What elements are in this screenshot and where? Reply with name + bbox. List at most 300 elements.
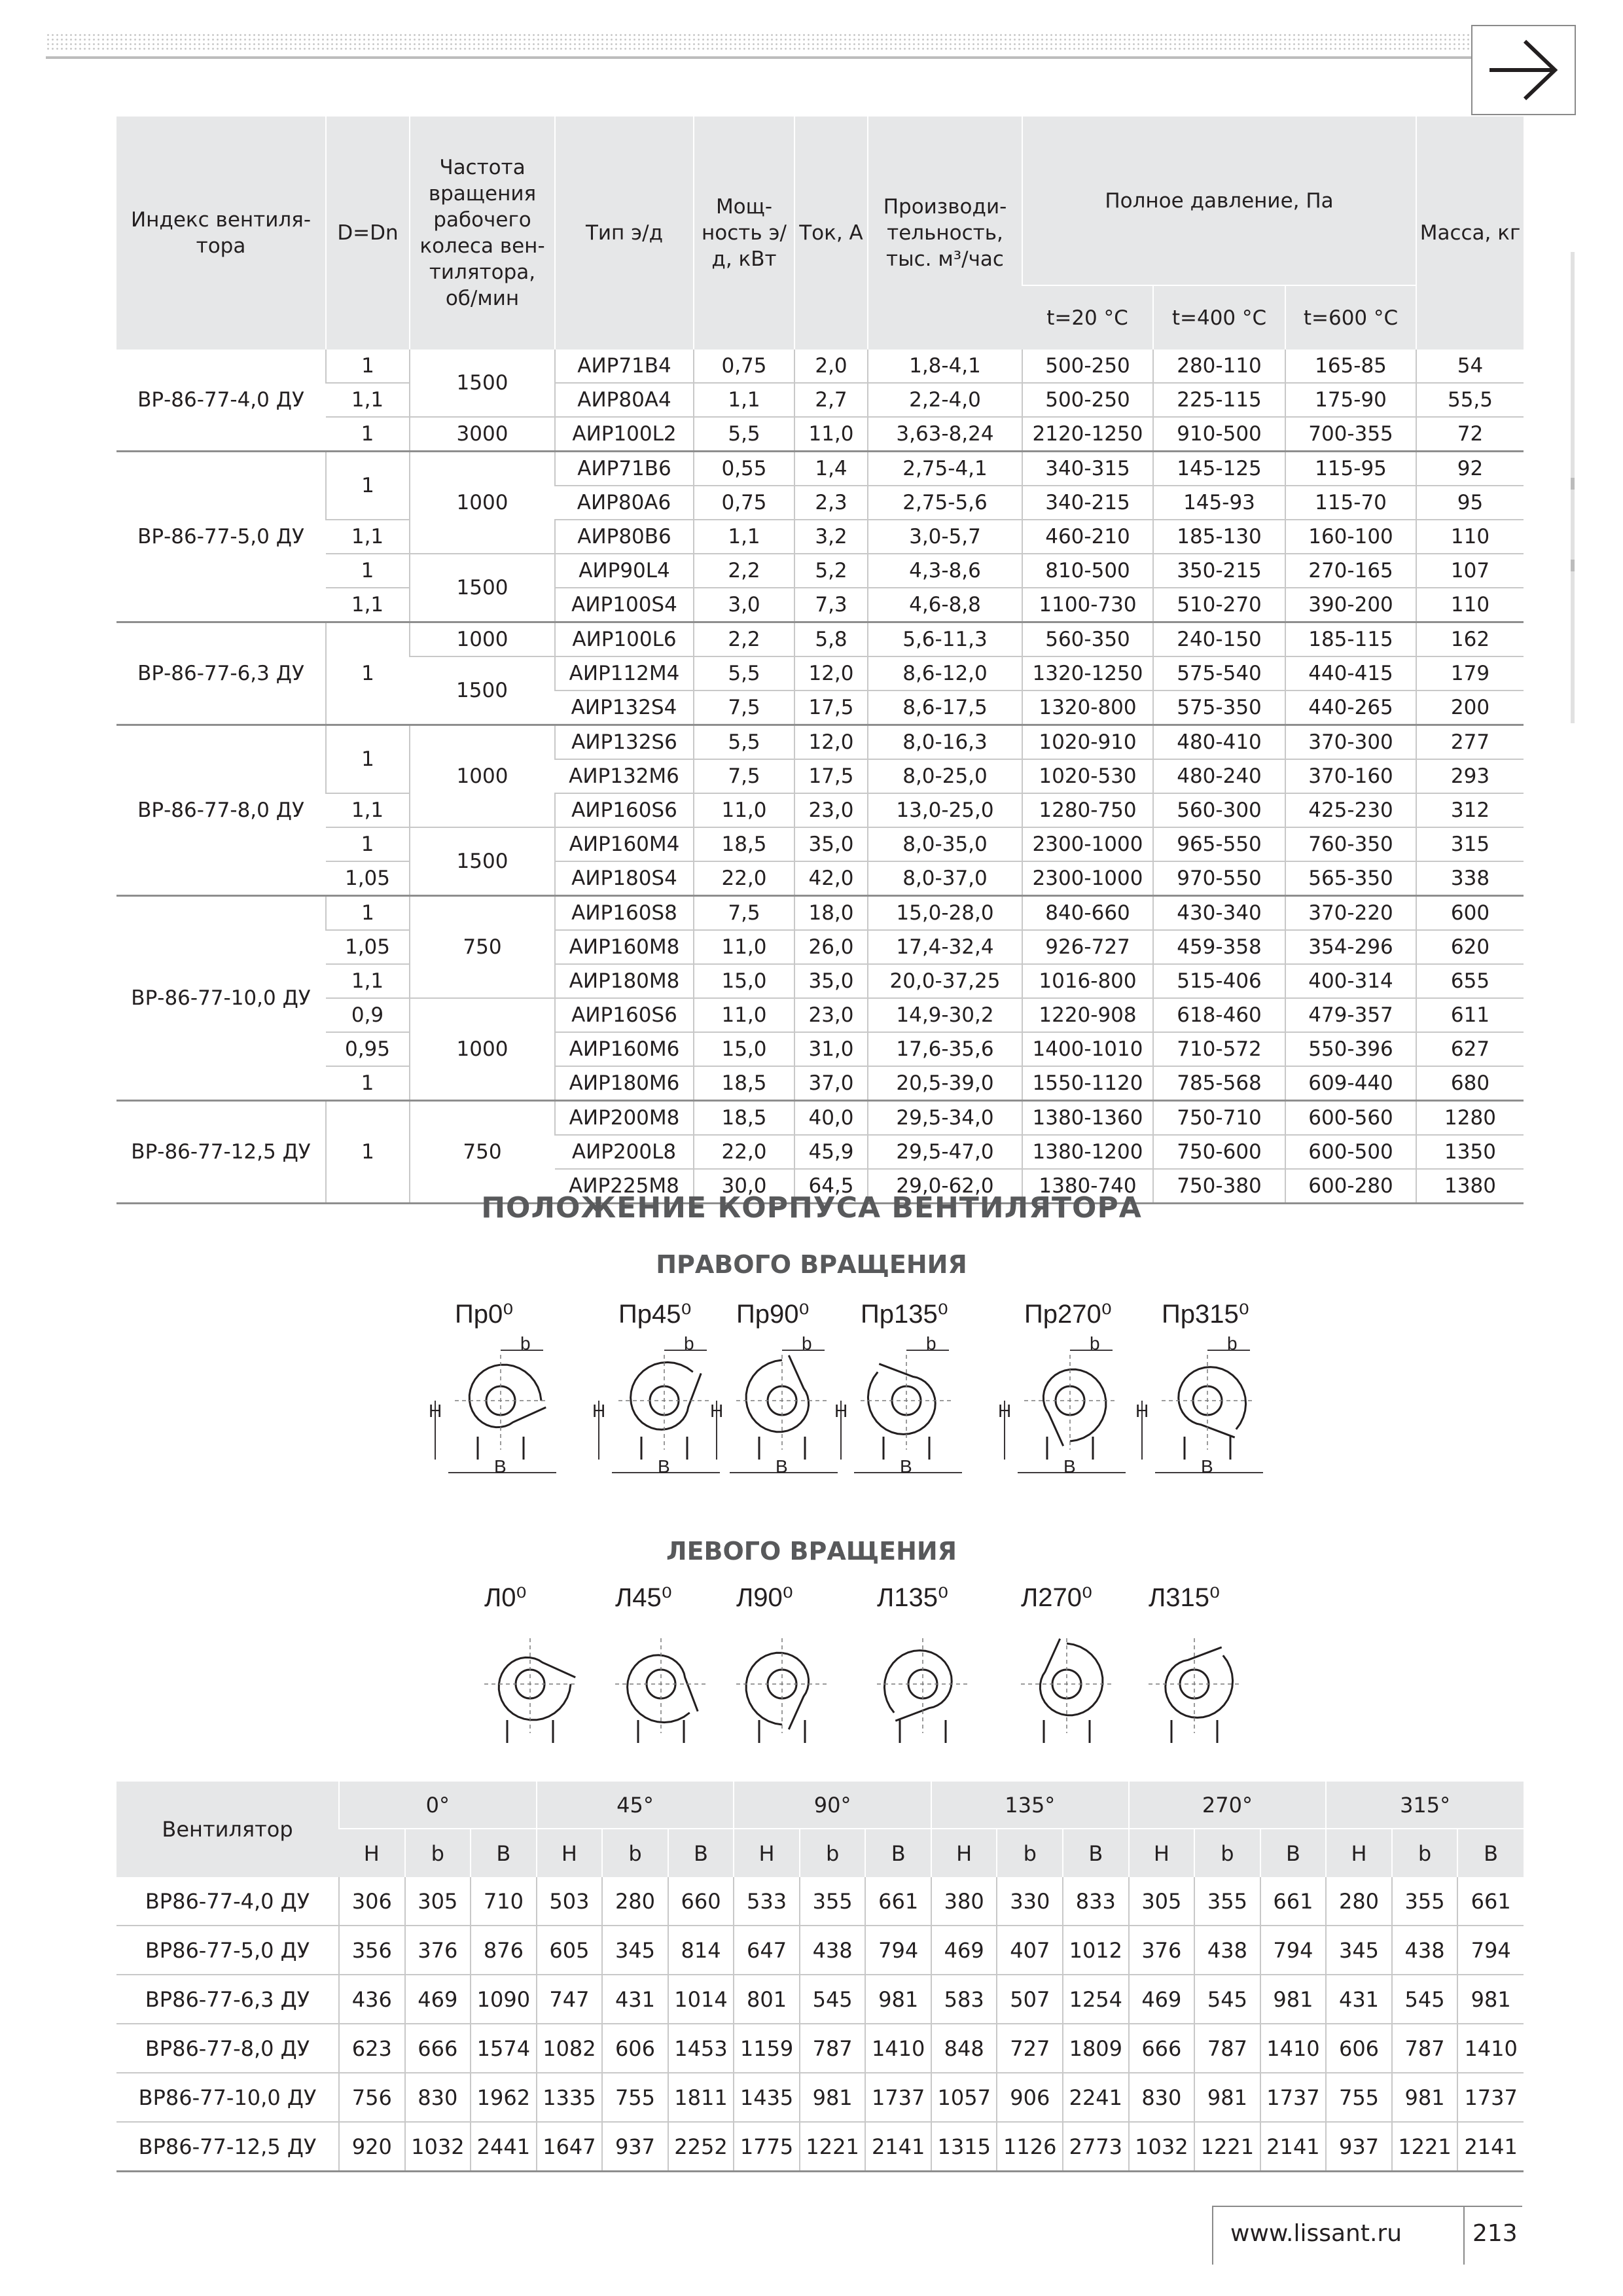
dimension-letter: B	[1063, 1456, 1076, 1477]
dimension-letter: b	[520, 1333, 531, 1354]
power-cell: 18,5	[694, 1066, 794, 1101]
mass-cell: 110	[1416, 520, 1524, 554]
table-row	[116, 964, 1524, 998]
p400-cell: 965-550	[1153, 827, 1285, 861]
motor-cell: АИР80А4	[555, 383, 694, 417]
dimension-cell: 1014	[668, 1975, 734, 2024]
dimension-cell: 305	[405, 1877, 471, 1926]
p400-cell: 185-130	[1153, 520, 1285, 554]
dimension-cell: 787	[1194, 2024, 1260, 2073]
dimension-cell: 2141	[865, 2122, 931, 2172]
p600-cell: 115-95	[1285, 452, 1416, 486]
p400-cell: 240-150	[1153, 622, 1285, 657]
p400-cell: 618-460	[1153, 998, 1285, 1032]
left-position-label: Л270⁰	[1021, 1583, 1093, 1612]
fan-housing-drawing	[998, 1333, 1142, 1482]
power-cell: 11,0	[694, 793, 794, 827]
dimension-cell: 981	[865, 1975, 931, 2024]
dimension-cell: 666	[405, 2024, 471, 2073]
motor-cell: АИР80В6	[555, 520, 694, 554]
p600-cell: 370-160	[1285, 759, 1416, 793]
left-diagram-0	[458, 1583, 602, 1779]
d-cell: 1	[326, 1101, 410, 1204]
p400-cell: 480-410	[1153, 725, 1285, 760]
d-cell: 1	[326, 350, 410, 383]
perf-cell: 2,75-4,1	[868, 452, 1022, 486]
power-cell: 1,1	[694, 383, 794, 417]
p400-cell: 515-406	[1153, 964, 1285, 998]
dimension-cell: 606	[602, 2024, 668, 2073]
table-row	[116, 793, 1524, 827]
fan-housing-drawing	[851, 1622, 995, 1766]
dimension-cell: 280	[602, 1877, 668, 1926]
dimension-letter: H	[834, 1401, 848, 1421]
dimension-cell: 545	[1392, 1975, 1458, 2024]
p20-cell: 1020-530	[1022, 759, 1153, 793]
header-motor-type: Тип э/д	[555, 117, 694, 350]
dimension-cell: 647	[734, 1926, 800, 1975]
dimension-cell: 1453	[668, 2024, 734, 2073]
mass-cell: 680	[1416, 1066, 1524, 1101]
dimension-cell: 345	[1326, 1926, 1392, 1975]
rotation-speed-cell: 1500	[410, 827, 555, 896]
dimension-cell: 533	[734, 1877, 800, 1926]
motor-cell: АИР71В6	[555, 452, 694, 486]
p600-cell: 425-230	[1285, 793, 1416, 827]
p20-cell: 1380-1360	[1022, 1101, 1153, 1136]
right-position-label: Пр135⁰	[861, 1300, 948, 1329]
header-d: D=Dn	[326, 117, 410, 350]
p20-cell: 1280-750	[1022, 793, 1153, 827]
perf-cell: 2,75-5,6	[868, 486, 1022, 520]
mass-cell: 1350	[1416, 1135, 1524, 1169]
d-cell: 1	[326, 1066, 410, 1101]
header-t400: t=400 °C	[1153, 285, 1285, 350]
power-cell: 7,5	[694, 759, 794, 793]
dimension-cell: 469	[405, 1975, 471, 2024]
dimension-cell: 787	[800, 2024, 866, 2073]
p600-cell: 165-85	[1285, 350, 1416, 383]
left-rotation-title: ЛЕВОГО ВРАЩЕНИЯ	[666, 1537, 957, 1566]
fan-name-cell: ВР86-77-4,0 ДУ	[116, 1877, 339, 1926]
header-dotted-band	[46, 33, 1472, 51]
dimension-cell: 830	[405, 2073, 471, 2122]
dimension-cell: 937	[602, 2122, 668, 2172]
dimension-cell: 661	[1457, 1877, 1524, 1926]
p400-cell: 510-270	[1153, 588, 1285, 622]
p600-cell: 609-440	[1285, 1066, 1416, 1101]
header-rule	[46, 56, 1472, 59]
power-cell: 11,0	[694, 930, 794, 964]
current-cell: 23,0	[794, 998, 868, 1032]
perf-cell: 20,5-39,0	[868, 1066, 1022, 1101]
dimension-cell: 794	[1457, 1926, 1524, 1975]
p400-cell: 145-125	[1153, 452, 1285, 486]
table-row	[116, 2122, 1524, 2172]
table-row	[116, 350, 1524, 383]
current-cell: 18,0	[794, 896, 868, 931]
motor-cell: АИР90L4	[555, 554, 694, 588]
dimension-cell: 355	[800, 1877, 866, 1926]
dimension-cell: 710	[471, 1877, 537, 1926]
mass-cell: 55,5	[1416, 383, 1524, 417]
dimension-letter: b	[684, 1333, 694, 1354]
fan-housing-drawing	[995, 1622, 1139, 1766]
current-cell: 12,0	[794, 656, 868, 691]
dimension-cell: 431	[602, 1975, 668, 2024]
dimension-cell: 623	[339, 2024, 405, 2073]
right-position-label: Пр315⁰	[1162, 1300, 1249, 1329]
current-cell: 17,5	[794, 691, 868, 725]
power-cell: 18,5	[694, 1101, 794, 1136]
angle-header: 45°	[537, 1782, 734, 1829]
dimension-subheader: H	[1129, 1829, 1195, 1877]
power-cell: 0,55	[694, 452, 794, 486]
table-row	[116, 2024, 1524, 2073]
dimension-cell: 1032	[1129, 2122, 1195, 2172]
fan-housing-icon	[1122, 1622, 1266, 1766]
rotation-speed-cell: 750	[410, 1101, 555, 1204]
motor-cell: АИР132S4	[555, 691, 694, 725]
dimension-cell: 727	[997, 2024, 1063, 2073]
dimension-cell: 503	[537, 1877, 603, 1926]
dimension-cell: 1809	[1063, 2024, 1129, 2073]
mass-cell: 611	[1416, 998, 1524, 1032]
dimension-cell: 787	[1392, 2024, 1458, 2073]
p400-cell: 480-240	[1153, 759, 1285, 793]
website-link[interactable]: www.lissant.ru	[1230, 2220, 1402, 2247]
dimension-cell: 2141	[1260, 2122, 1327, 2172]
power-cell: 3,0	[694, 588, 794, 622]
p400-cell: 710-572	[1153, 1032, 1285, 1066]
current-cell: 2,7	[794, 383, 868, 417]
motor-cell: АИР160S6	[555, 793, 694, 827]
dimension-cell: 981	[1392, 2073, 1458, 2122]
fan-housing-drawing	[429, 1333, 573, 1482]
page-footer	[1212, 2206, 1522, 2265]
dimension-cell: 848	[931, 2024, 997, 2073]
p600-cell: 400-314	[1285, 964, 1416, 998]
power-cell: 0,75	[694, 350, 794, 383]
dimension-cell: 469	[1129, 1975, 1195, 2024]
dimension-cell: 755	[602, 2073, 668, 2122]
p20-cell: 1100-730	[1022, 588, 1153, 622]
power-cell: 1,1	[694, 520, 794, 554]
mass-cell: 277	[1416, 725, 1524, 760]
p20-cell: 1380-1200	[1022, 1135, 1153, 1169]
d-cell: 1	[326, 554, 410, 588]
fan-name-cell: ВР86-77-12,5 ДУ	[116, 2122, 339, 2172]
left-position-label: Л45⁰	[615, 1583, 672, 1612]
perf-cell: 29,0-62,0	[868, 1169, 1022, 1204]
fan-housing-drawing	[458, 1622, 602, 1766]
p20-cell: 926-727	[1022, 930, 1153, 964]
dimension-cell: 345	[602, 1926, 668, 1975]
power-cell: 0,75	[694, 486, 794, 520]
dimension-subheader: B	[668, 1829, 734, 1877]
fan-housing-icon	[710, 1622, 854, 1766]
p400-cell: 430-340	[1153, 896, 1285, 931]
perf-cell: 8,0-16,3	[868, 725, 1022, 760]
dimension-subheader: H	[1326, 1829, 1392, 1877]
dimension-subheader: B	[1457, 1829, 1524, 1877]
current-cell: 5,8	[794, 622, 868, 657]
rotation-speed-cell: 1000	[410, 998, 555, 1101]
right-diagram-90	[710, 1299, 854, 1496]
dimension-cell: 376	[1129, 1926, 1195, 1975]
table-row	[116, 896, 1524, 931]
side-marker	[1571, 478, 1575, 490]
fan-index-cell: ВР-86-77-10,0 ДУ	[116, 896, 326, 1101]
header-mass: Масса, кг	[1416, 117, 1524, 350]
p20-cell: 840-660	[1022, 896, 1153, 931]
rotation-speed-cell: 1000	[410, 452, 555, 554]
d-cell: 1,1	[326, 793, 410, 827]
right-position-label: Пр270⁰	[1024, 1300, 1112, 1329]
p600-cell: 354-296	[1285, 930, 1416, 964]
table-row	[116, 1032, 1524, 1066]
fan-housing-icon	[995, 1622, 1139, 1766]
dimension-letter: b	[1090, 1333, 1100, 1354]
motor-cell: АИР200L8	[555, 1135, 694, 1169]
power-cell: 5,5	[694, 417, 794, 452]
dimension-cell: 1737	[1260, 2073, 1327, 2122]
table-row	[116, 930, 1524, 964]
dimension-cell: 2141	[1457, 2122, 1524, 2172]
current-cell: 31,0	[794, 1032, 868, 1066]
header-fan: Вентилятор	[116, 1782, 339, 1877]
dimension-cell: 438	[1194, 1926, 1260, 1975]
dimension-cell: 380	[931, 1877, 997, 1926]
dimension-cell: 507	[997, 1975, 1063, 2024]
mass-cell: 95	[1416, 486, 1524, 520]
motor-cell: АИР225М8	[555, 1169, 694, 1204]
dimension-cell: 981	[1260, 1975, 1327, 2024]
dimension-subheader: H	[931, 1829, 997, 1877]
p20-cell: 1400-1010	[1022, 1032, 1153, 1066]
mass-cell: 293	[1416, 759, 1524, 793]
mass-cell: 200	[1416, 691, 1524, 725]
mass-cell: 92	[1416, 452, 1524, 486]
dimension-cell: 876	[471, 1926, 537, 1975]
dimension-cell: 1057	[931, 2073, 997, 2122]
perf-cell: 1,8-4,1	[868, 350, 1022, 383]
p20-cell: 1320-800	[1022, 691, 1153, 725]
perf-cell: 8,6-17,5	[868, 691, 1022, 725]
table-row	[116, 1066, 1524, 1101]
table-row	[116, 1877, 1524, 1926]
rotation-speed-cell: 1000	[410, 622, 555, 657]
header-fan-index: Индекс вентиля-тора	[116, 117, 326, 350]
dimension-cell: 1574	[471, 2024, 537, 2073]
fan-index-cell: ВР-86-77-4,0 ДУ	[116, 350, 326, 452]
dimension-cell: 2441	[471, 2122, 537, 2172]
dimension-cell: 1012	[1063, 1926, 1129, 1975]
dimension-cell: 438	[800, 1926, 866, 1975]
p400-cell: 750-710	[1153, 1101, 1285, 1136]
dimension-cell: 376	[405, 1926, 471, 1975]
p20-cell: 1020-910	[1022, 725, 1153, 760]
perf-cell: 8,0-35,0	[868, 827, 1022, 861]
right-diagram-135	[834, 1299, 978, 1496]
header-power: Мощ-ность э/д, кВт	[694, 117, 794, 350]
fan-housing-drawing	[1135, 1333, 1279, 1482]
angle-header: 315°	[1326, 1782, 1524, 1829]
dimension-subheader: B	[1260, 1829, 1327, 1877]
current-cell: 2,0	[794, 350, 868, 383]
p20-cell: 1380-740	[1022, 1169, 1153, 1204]
right-position-label: Пр0⁰	[455, 1300, 514, 1329]
p20-cell: 460-210	[1022, 520, 1153, 554]
current-cell: 42,0	[794, 861, 868, 896]
dimension-cell: 2241	[1063, 2073, 1129, 2122]
header-t20: t=20 °C	[1022, 285, 1153, 350]
fan-name-cell: ВР86-77-5,0 ДУ	[116, 1926, 339, 1975]
fan-index-cell: ВР-86-77-6,3 ДУ	[116, 622, 326, 725]
rotation-speed-cell: 1500	[410, 656, 555, 725]
dimension-cell: 661	[1260, 1877, 1327, 1926]
power-cell: 11,0	[694, 998, 794, 1032]
p400-cell: 750-600	[1153, 1135, 1285, 1169]
p400-cell: 910-500	[1153, 417, 1285, 452]
table-row	[116, 998, 1524, 1032]
p400-cell: 575-350	[1153, 691, 1285, 725]
table-row	[116, 725, 1524, 760]
mass-cell: 627	[1416, 1032, 1524, 1066]
fan-housing-icon	[458, 1622, 602, 1766]
p600-cell: 600-560	[1285, 1101, 1416, 1136]
current-cell: 35,0	[794, 964, 868, 998]
dimension-cell: 1221	[1392, 2122, 1458, 2172]
dimension-cell: 1082	[537, 2024, 603, 2073]
rotation-speed-cell: 1500	[410, 350, 555, 417]
p400-cell: 970-550	[1153, 861, 1285, 896]
power-cell: 30,0	[694, 1169, 794, 1204]
p400-cell: 145-93	[1153, 486, 1285, 520]
perf-cell: 4,3-8,6	[868, 554, 1022, 588]
dimension-subheader: B	[471, 1829, 537, 1877]
left-diagram-315	[1122, 1583, 1266, 1779]
dimension-cell: 666	[1129, 2024, 1195, 2073]
dimension-subheader: B	[865, 1829, 931, 1877]
motor-cell: АИР100S4	[555, 588, 694, 622]
dimension-cell: 661	[865, 1877, 931, 1926]
d-cell: 1,1	[326, 520, 410, 554]
motor-cell: АИР112М4	[555, 656, 694, 691]
left-position-label: Л135⁰	[877, 1583, 949, 1612]
p20-cell: 500-250	[1022, 350, 1153, 383]
p600-cell: 390-200	[1285, 588, 1416, 622]
p20-cell: 2120-1250	[1022, 417, 1153, 452]
dimension-cell: 1647	[537, 2122, 603, 2172]
dimension-cell: 355	[1194, 1877, 1260, 1926]
dimension-letter: H	[710, 1401, 724, 1421]
dimension-cell: 981	[800, 2073, 866, 2122]
p400-cell: 280-110	[1153, 350, 1285, 383]
perf-cell: 3,63-8,24	[868, 417, 1022, 452]
right-position-label: Пр45⁰	[618, 1300, 692, 1329]
mass-cell: 107	[1416, 554, 1524, 588]
fan-name-cell: ВР86-77-8,0 ДУ	[116, 2024, 339, 2073]
next-page-button[interactable]	[1471, 25, 1576, 115]
mass-cell: 72	[1416, 417, 1524, 452]
dimension-cell: 794	[1260, 1926, 1327, 1975]
current-cell: 11,0	[794, 417, 868, 452]
d-cell: 1	[326, 827, 410, 861]
mass-cell: 54	[1416, 350, 1524, 383]
angle-header: 135°	[931, 1782, 1129, 1829]
dimension-cell: 431	[1326, 1975, 1392, 2024]
power-cell: 15,0	[694, 964, 794, 998]
p600-cell: 600-500	[1285, 1135, 1416, 1169]
dimension-cell: 1126	[997, 2122, 1063, 2172]
header-performance: Производи-тельность, тыс. м³/час	[868, 117, 1022, 350]
d-cell: 1	[326, 896, 410, 931]
motor-cell: АИР100L2	[555, 417, 694, 452]
power-cell: 7,5	[694, 691, 794, 725]
right-rotation-title: ПРАВОГО ВРАЩЕНИЯ	[656, 1250, 967, 1279]
angle-header: 90°	[734, 1782, 931, 1829]
current-cell: 7,3	[794, 588, 868, 622]
dimension-cell: 981	[1194, 2073, 1260, 2122]
dimension-cell: 1221	[1194, 2122, 1260, 2172]
side-marker	[1571, 560, 1575, 571]
mass-cell: 179	[1416, 656, 1524, 691]
dimension-cell: 755	[1326, 2073, 1392, 2122]
fan-name-cell: ВР86-77-10,0 ДУ	[116, 2073, 339, 2122]
power-cell: 22,0	[694, 1135, 794, 1169]
fan-spec-table	[116, 117, 1524, 1204]
left-diagram-135	[851, 1583, 995, 1779]
left-diagram-90	[710, 1583, 854, 1779]
perf-cell: 4,6-8,8	[868, 588, 1022, 622]
current-cell: 2,3	[794, 486, 868, 520]
perf-cell: 13,0-25,0	[868, 793, 1022, 827]
p20-cell: 1220-908	[1022, 998, 1153, 1032]
perf-cell: 5,6-11,3	[868, 622, 1022, 657]
dimension-letter: H	[1135, 1401, 1149, 1421]
rotation-speed-cell: 1500	[410, 554, 555, 622]
mass-cell: 620	[1416, 930, 1524, 964]
p20-cell: 2300-1000	[1022, 861, 1153, 896]
p20-cell: 1320-1250	[1022, 656, 1153, 691]
dimension-cell: 583	[931, 1975, 997, 2024]
angle-header: 270°	[1129, 1782, 1327, 1829]
perf-cell: 8,0-25,0	[868, 759, 1022, 793]
p600-cell: 115-70	[1285, 486, 1416, 520]
motor-cell: АИР160М4	[555, 827, 694, 861]
dimension-cell: 2773	[1063, 2122, 1129, 2172]
table-row	[116, 1101, 1524, 1136]
page-number: 213	[1472, 2220, 1518, 2247]
current-cell: 35,0	[794, 827, 868, 861]
dimension-letter: b	[1227, 1333, 1238, 1354]
motor-cell: АИР180S4	[555, 861, 694, 896]
p600-cell: 270-165	[1285, 554, 1416, 588]
motor-cell: АИР180М6	[555, 1066, 694, 1101]
perf-cell: 14,9-30,2	[868, 998, 1022, 1032]
power-cell: 22,0	[694, 861, 794, 896]
motor-cell: АИР160S6	[555, 998, 694, 1032]
perf-cell: 8,6-12,0	[868, 656, 1022, 691]
dimension-cell: 355	[1392, 1877, 1458, 1926]
left-position-label: Л0⁰	[484, 1583, 527, 1612]
header-t600: t=600 °C	[1285, 285, 1416, 350]
dimension-cell: 1221	[800, 2122, 866, 2172]
current-cell: 64,5	[794, 1169, 868, 1204]
dimension-cell: 469	[931, 1926, 997, 1975]
footer-divider	[1463, 2207, 1465, 2265]
